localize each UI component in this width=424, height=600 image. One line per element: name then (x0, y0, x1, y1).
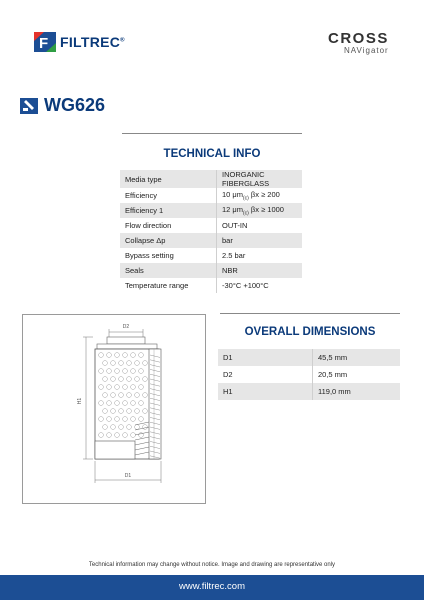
dim-d2-label: D2 (122, 324, 130, 330)
row-value: -30°C +100°C (222, 281, 269, 290)
dims-top-rule (220, 313, 400, 314)
row-value: NBR (217, 263, 303, 278)
row-value: 12 $\mu m_{(c)}$ βx ≥ 1000 (217, 203, 303, 218)
tech-info-heading: TECHNICAL INFO (163, 148, 261, 160)
row-label: Efficiency (120, 188, 217, 203)
dims-table (218, 349, 400, 400)
row-label: Media type (120, 170, 217, 188)
row-label: Efficiency 1 (120, 203, 217, 218)
table-row (218, 366, 400, 383)
row-label: H1 (218, 383, 313, 400)
table-row (120, 170, 302, 188)
technical-drawing (22, 314, 206, 504)
row-label: Temperature range (120, 278, 217, 293)
row-label: D1 (218, 349, 313, 366)
product-code: WG626 (44, 95, 106, 115)
row-label: Flow direction (120, 218, 217, 233)
table-row (120, 203, 302, 218)
table-row (120, 248, 302, 263)
footer-website-link[interactable]: www.filtrec.com (179, 581, 245, 592)
filtrec-mark-icon (34, 32, 56, 52)
tech-info-table (120, 170, 302, 293)
cross-navigator-logo (318, 30, 396, 62)
dim-h1-label: H1 (77, 397, 83, 405)
row-value: 119,0 mm (313, 383, 401, 400)
svg-text:F: F (39, 35, 49, 52)
row-value: 45,5 mm (313, 349, 401, 366)
filtrec-wordmark: FILTREC® (60, 34, 125, 50)
filter-product-icon (20, 98, 38, 114)
row-value: bar (217, 233, 303, 248)
table-row (218, 383, 400, 400)
dim-d1-label: D1 (124, 473, 132, 479)
dims-heading: OVERALL DIMENSIONS (244, 326, 376, 338)
row-value: INORGANIC FIBERGLASS (217, 170, 303, 188)
row-label: D2 (218, 366, 313, 383)
row-label: Bypass setting (120, 248, 217, 263)
table-row (120, 278, 302, 293)
disclaimer-text: Technical information may change without notice. Image and drawing are representative only (88, 562, 336, 568)
row-label: Collapse Δp (120, 233, 217, 248)
table-row (120, 233, 302, 248)
navigator-wordmark: NAVigator (344, 46, 389, 55)
table-row (120, 218, 302, 233)
row-value: OUT-IN (222, 221, 248, 230)
row-value: 20,5 mm (318, 370, 348, 379)
row-value: 2.5 bar (222, 251, 246, 260)
table-row (218, 349, 400, 366)
row-label: Seals (120, 263, 217, 278)
cross-wordmark: CROSS (328, 30, 389, 47)
table-row (120, 188, 302, 203)
row-value: 10 $\mu m_{(c)}$ βx ≥ 200 (222, 189, 280, 202)
filter-element-drawing (23, 315, 205, 503)
table-row (120, 263, 302, 278)
tech-info-top-rule (122, 133, 302, 134)
filtrec-logo (34, 32, 134, 52)
